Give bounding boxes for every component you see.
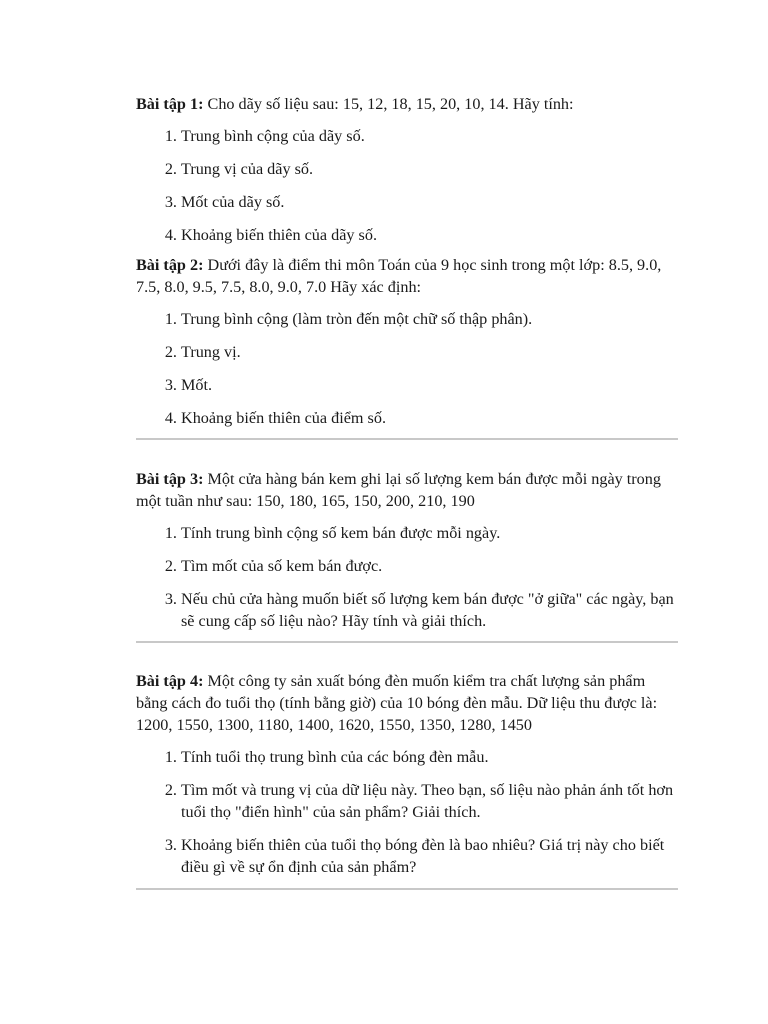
exercise-4-intro: Một công ty sản xuất bóng đèn muốn kiểm tra chất lượng sản phẩm bằng cách đo tuổi thọ (tính bằng giờ) của 10 bóng đèn mẫu. Dữ liệu thu được là: 1200, 1550, 1300, 1180, 1400, 1620, 1550, 1350, 1280, 1450 [136, 672, 658, 734]
exercise-4-item-2: 2. Tìm mốt và trung vị của dữ liệu này. Theo bạn, số liệu nào phản ánh tốt hơn tuổi thọ "điển hình" của sản phẩm? Giải thích. [181, 779, 678, 823]
exercise-1-item-3: 3. Mốt của dãy số. [181, 191, 678, 213]
exercise-3-item-1: 1. Tính trung bình cộng số kem bán được mỗi ngày. [181, 522, 678, 544]
exercise-2-item-4: 4. Khoảng biến thiên của điểm số. [181, 407, 678, 429]
section-divider [136, 438, 678, 440]
exercise-4 [136, 670, 678, 878]
exercise-4-list [136, 746, 678, 878]
exercise-3-item-3: 3. Nếu chủ cửa hàng muốn biết số lượng kem bán được "ở giữa" các ngày, bạn sẽ cung cấp số liệu nào? Hãy tính và giải thích. [181, 588, 678, 632]
exercise-1-intro: Cho dãy số liệu sau: 15, 12, 18, 15, 20, 10, 14. Hãy tính: [203, 95, 574, 113]
section-divider [136, 888, 678, 890]
exercise-2-item-1: 1. Trung bình cộng (làm tròn đến một chữ số thập phân). [181, 308, 678, 330]
exercise-4-item-1: 1. Tính tuổi thọ trung bình của các bóng đèn mẫu. [181, 746, 678, 768]
exercise-3-prompt [136, 468, 678, 512]
exercise-2-list [136, 308, 678, 429]
exercise-2-item-3: 3. Mốt. [181, 374, 678, 396]
exercise-4-item-3: 3. Khoảng biến thiên của tuổi thọ bóng đèn là bao nhiêu? Giá trị này cho biết điều gì về sự ổn định của sản phẩm? [181, 834, 678, 878]
exercise-3-list [136, 522, 678, 632]
exercise-3-title: Bài tập 3: [136, 470, 204, 488]
exercise-3 [136, 468, 678, 632]
exercise-1-list [136, 125, 678, 246]
exercise-1-title: Bài tập 1: [136, 95, 204, 113]
exercise-1 [136, 93, 678, 246]
exercise-1-item-1: 1. Trung bình cộng của dãy số. [181, 125, 678, 147]
exercise-1-item-4: 4. Khoảng biến thiên của dãy số. [181, 224, 678, 246]
exercise-2 [136, 254, 678, 429]
exercise-3-intro: Một cửa hàng bán kem ghi lại số lượng kem bán được mỗi ngày trong một tuần như sau: 150, 180, 165, 150, 200, 210, 190 [136, 470, 661, 510]
exercise-4-prompt [136, 670, 678, 736]
exercise-2-intro: Dưới đây là điểm thi môn Toán của 9 học sinh trong một lớp: 8.5, 9.0, 7.5, 8.0, 9.5, 7.5, 8.0, 9.0, 7.0 Hãy xác định: [136, 256, 662, 296]
document-content [136, 93, 678, 890]
exercise-2-item-2: 2. Trung vị. [181, 341, 678, 363]
exercise-2-title: Bài tập 2: [136, 256, 204, 274]
exercise-4-title: Bài tập 4: [136, 672, 204, 690]
exercise-1-prompt [136, 93, 678, 115]
exercise-1-item-2: 2. Trung vị của dãy số. [181, 158, 678, 180]
exercise-3-item-2: 2. Tìm mốt của số kem bán được. [181, 555, 678, 577]
section-divider [136, 641, 678, 643]
exercise-2-prompt [136, 254, 678, 298]
